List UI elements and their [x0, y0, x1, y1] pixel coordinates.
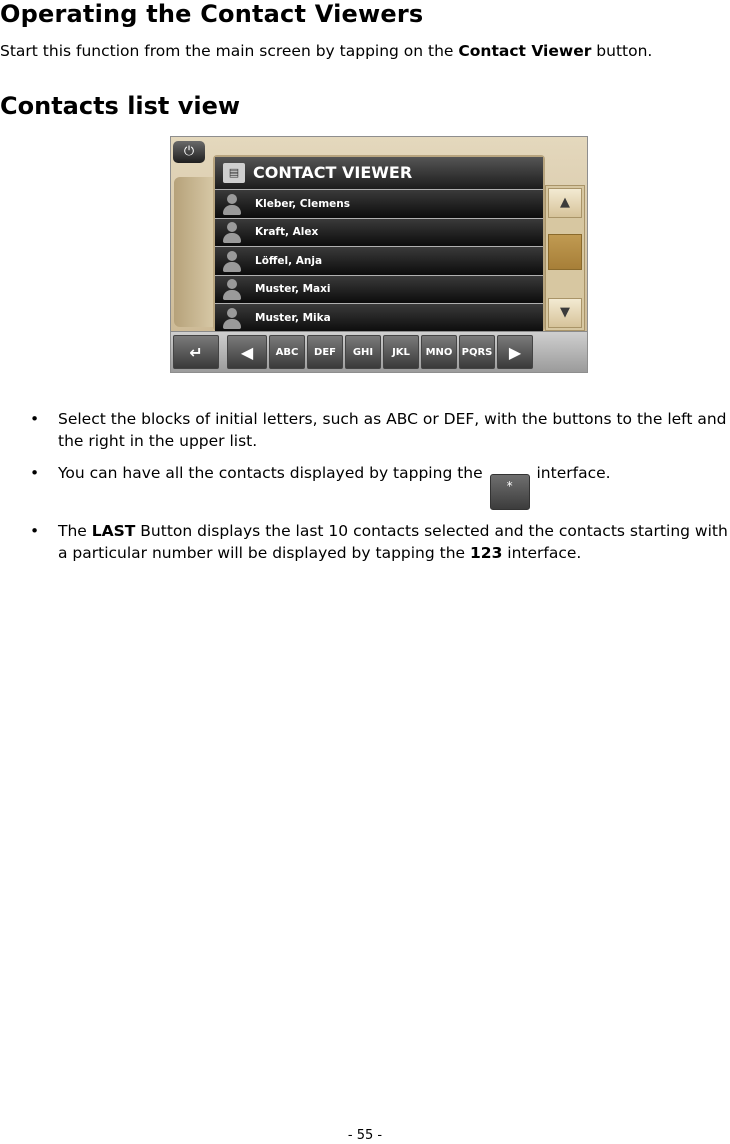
- letter-block-abc[interactable]: ABC: [269, 335, 305, 369]
- letter-block-pqrs[interactable]: PQRS: [459, 335, 495, 369]
- intro-paragraph: [0, 42, 652, 60]
- back-button[interactable]: [173, 335, 219, 369]
- bullet-text-after: interface.: [531, 464, 611, 482]
- letter-block-ghi[interactable]: GHI: [345, 335, 381, 369]
- bold-last: LAST: [91, 522, 136, 540]
- list-item[interactable]: [215, 246, 543, 275]
- list-item[interactable]: [215, 218, 543, 247]
- power-icon[interactable]: ⏻: [173, 141, 205, 163]
- scrollbar[interactable]: [545, 185, 585, 331]
- bullet-text-before: The: [58, 522, 92, 540]
- person-icon: [221, 278, 243, 300]
- bullet-text-before: You can have all the contacts displayed by tapping the: [58, 464, 488, 482]
- list-item[interactable]: [215, 189, 543, 218]
- list-item: [0, 462, 730, 510]
- contact-name: Kleber, Clemens: [255, 197, 350, 210]
- contact-name: Löffel, Anja: [255, 254, 323, 267]
- page-number: - 55 -: [347, 1128, 383, 1143]
- intro-text-before: Start this function from the main screen by tapping on the: [0, 42, 459, 60]
- section-title: Contacts list view: [0, 92, 241, 120]
- all-contacts-button: *: [490, 474, 530, 510]
- letter-block-mno[interactable]: MNO: [421, 335, 457, 369]
- previous-letters-button[interactable]: [227, 335, 267, 369]
- triangle-up-icon: ▲: [560, 195, 570, 210]
- page-title: Operating the Contact Viewers: [0, 0, 424, 28]
- contact-book-icon: ▤: [223, 163, 245, 183]
- list-item: [0, 408, 730, 452]
- panel-header: [215, 157, 543, 189]
- bullet-icon: •: [30, 522, 40, 540]
- person-icon: [221, 250, 243, 272]
- scroll-down-button[interactable]: [548, 298, 582, 328]
- scroll-thumb[interactable]: [548, 234, 582, 270]
- intro-text-after: button.: [591, 42, 653, 60]
- triangle-right-icon: ▶: [508, 342, 522, 362]
- intro-bold-term: Contact Viewer: [458, 42, 592, 60]
- triangle-down-icon: ▼: [560, 305, 570, 320]
- bullet-icon: •: [30, 464, 40, 482]
- contact-viewer-screenshot: [170, 136, 588, 373]
- contact-name: Muster, Mika: [255, 311, 331, 324]
- scroll-up-button[interactable]: [548, 188, 582, 218]
- contacts-panel: [213, 155, 545, 331]
- triangle-left-icon: ◀: [240, 342, 254, 362]
- next-letters-button[interactable]: [497, 335, 533, 369]
- bullet-text: Select the blocks of initial letters, such as ABC or DEF, with the buttons to the left and the right in the upper list.: [58, 410, 727, 450]
- instruction-list: [0, 408, 730, 574]
- list-item: [0, 520, 730, 564]
- left-frame: [174, 177, 214, 327]
- person-icon: [221, 221, 243, 243]
- bold-123: 123: [470, 544, 503, 562]
- panel-header-title: CONTACT VIEWER: [253, 163, 413, 182]
- bullet-text-middle: Button displays the last 10 contacts selected and the contacts starting with a particular number will be displayed by tapping the: [58, 522, 728, 562]
- person-icon: [221, 307, 243, 329]
- contact-name: Muster, Maxi: [255, 283, 331, 296]
- bottom-toolbar: [171, 331, 587, 372]
- letter-block-jkl[interactable]: JKL: [383, 335, 419, 369]
- return-arrow-icon: ↵: [189, 342, 203, 362]
- bullet-icon: •: [30, 410, 40, 428]
- bullet-text-after: interface.: [502, 544, 582, 562]
- letter-block-def[interactable]: DEF: [307, 335, 343, 369]
- person-icon: [221, 193, 243, 215]
- list-item[interactable]: [215, 303, 543, 332]
- contact-name: Kraft, Alex: [255, 226, 319, 239]
- list-item[interactable]: [215, 275, 543, 304]
